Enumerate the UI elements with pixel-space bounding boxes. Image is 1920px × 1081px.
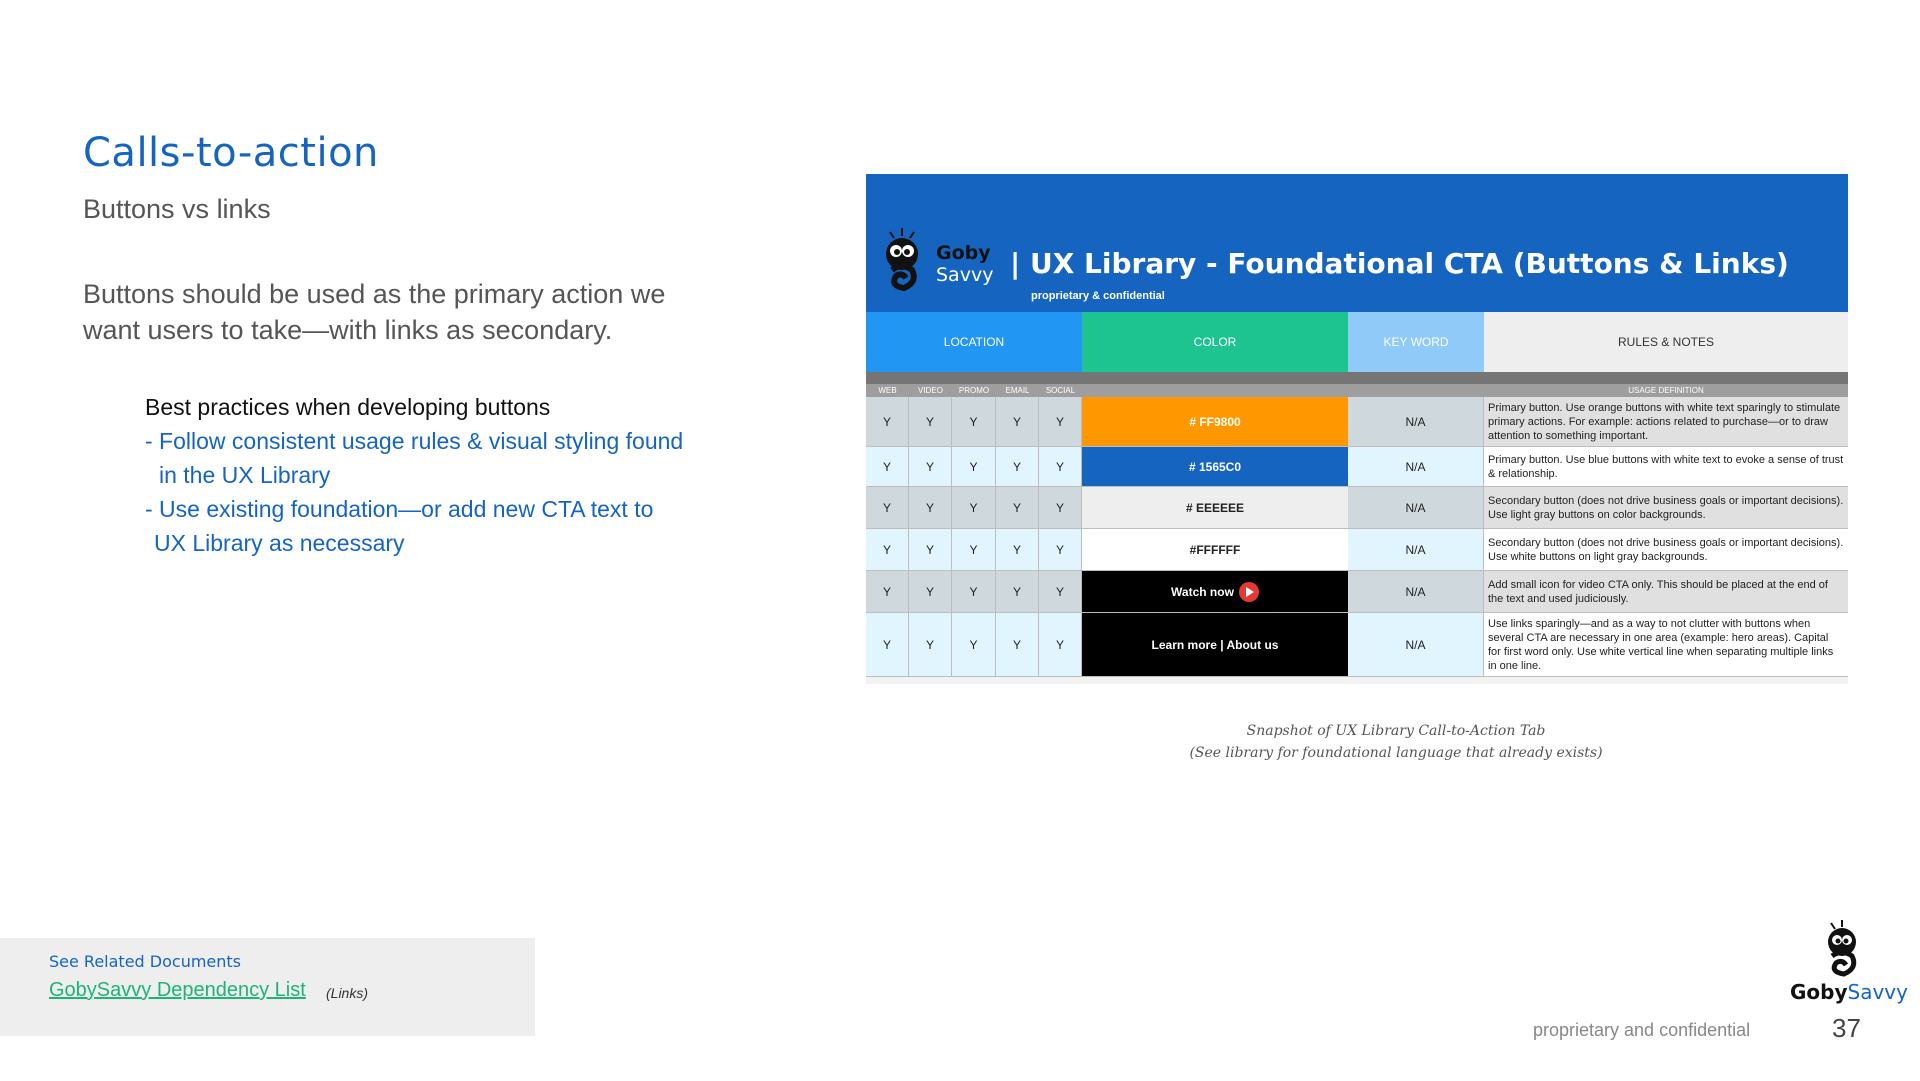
goby-mascot-icon xyxy=(874,226,930,296)
page-number: 37 xyxy=(1832,1013,1861,1043)
usage-rule-cell: Use links sparingly—and as a way to not clutter with buttons when several CTA are necessary in one area (example: hero areas). Capital for first word only. Use white vertical line when separating multiple links in one line. xyxy=(1484,613,1848,677)
location-cell-promo: Y xyxy=(952,613,996,677)
keyword-cell: N/A xyxy=(1348,571,1484,613)
subheader-promo: PROMO xyxy=(952,384,996,397)
color-swatch-cell xyxy=(1082,571,1348,613)
location-cell-email: Y xyxy=(996,571,1039,613)
location-cell-web: Y xyxy=(866,529,909,571)
related-link-note: (Links) xyxy=(326,985,369,1001)
ux-library-snapshot xyxy=(866,174,1848,684)
subheader-color-blank xyxy=(1082,384,1348,397)
location-cell-web: Y xyxy=(866,397,909,447)
location-cell-promo: Y xyxy=(952,529,996,571)
subheader-keyword-blank xyxy=(1348,384,1484,397)
dependency-list-link[interactable]: GobySavvy Dependency List xyxy=(49,979,306,1001)
footer-confidential: proprietary and confidential xyxy=(1533,1020,1751,1040)
header-color: COLOR xyxy=(1082,312,1348,372)
goby-mascot-icon xyxy=(1812,918,1872,980)
usage-rule-cell: Add small icon for video CTA only. This should be placed at the end of the text and used judiciously. xyxy=(1484,571,1848,613)
color-swatch-label: #FFFFFF xyxy=(1189,542,1241,557)
best-practice-item-line: UX Library as necessary xyxy=(154,530,405,556)
subheader-web: WEB xyxy=(866,384,909,397)
best-practice-item-line: in the UX Library xyxy=(159,462,331,488)
best-practice-item-line: - Use existing foundation—or add new CTA text to xyxy=(145,496,654,522)
footer-brand xyxy=(1790,980,1908,1004)
location-cell-web: Y xyxy=(866,487,909,529)
location-cell-video: Y xyxy=(909,487,952,529)
footer-brand-light: Savvy xyxy=(1847,980,1908,1004)
snapshot-caption xyxy=(1046,720,1746,764)
color-swatch-label: # 1565C0 xyxy=(1188,459,1242,474)
location-cell-social: Y xyxy=(1039,447,1082,487)
color-swatch-cell xyxy=(1082,529,1348,571)
lead-paragraph: Buttons should be used as the primary action we want users to take—with links as secondary. xyxy=(83,279,666,345)
snapshot-brand-bottom: Savvy xyxy=(936,264,994,286)
location-cell-video: Y xyxy=(909,529,952,571)
best-practices-heading: Best practices when developing buttons xyxy=(145,394,551,420)
subheader-social: SOCIAL xyxy=(1039,384,1082,397)
keyword-cell: N/A xyxy=(1348,529,1484,571)
location-cell-promo: Y xyxy=(952,571,996,613)
best-practice-item-line: - Follow consistent usage rules & visual styling found xyxy=(145,428,684,454)
location-cell-promo: Y xyxy=(952,447,996,487)
keyword-cell: N/A xyxy=(1348,397,1484,447)
color-swatch-cell xyxy=(1082,613,1348,677)
subheader-usage: USAGE DEFINITION xyxy=(1484,384,1848,397)
location-cell-social: Y xyxy=(1039,487,1082,529)
color-swatch-label: # FF9800 xyxy=(1189,414,1241,429)
header-location: LOCATION xyxy=(866,312,1082,372)
caption-line: (See library for foundational language that already exists) xyxy=(1189,745,1603,761)
location-cell-email: Y xyxy=(996,487,1039,529)
subheader-video: VIDEO xyxy=(909,384,952,397)
location-cell-video: Y xyxy=(909,447,952,487)
subheader-email: EMAIL xyxy=(996,384,1039,397)
keyword-cell: N/A xyxy=(1348,613,1484,677)
caption-line: Snapshot of UX Library Call-to-Action Tab xyxy=(1246,723,1546,739)
color-swatch-cell xyxy=(1082,447,1348,487)
header-rules: RULES & NOTES xyxy=(1484,312,1848,372)
usage-rule-cell: Primary button. Use orange buttons with white text sparingly to stimulate primary actions. For example: actions related to purchase—or to draw attention to something important. xyxy=(1484,397,1848,447)
color-swatch-label: Learn more | About us xyxy=(1151,637,1279,652)
location-cell-email: Y xyxy=(996,529,1039,571)
snapshot-title: | UX Library - Foundational CTA (Buttons & Links) xyxy=(1010,247,1789,280)
location-cell-email: Y xyxy=(996,613,1039,677)
header-divider xyxy=(866,372,1848,384)
usage-rule-cell: Secondary button (does not drive business goals or important decisions). Use white buttons on light gray backgrounds. xyxy=(1484,529,1848,571)
slide-subtitle: Buttons vs links xyxy=(83,194,271,224)
color-swatch-label: Watch now xyxy=(1171,584,1234,599)
related-documents xyxy=(0,938,535,1036)
related-documents-label: See Related Documents xyxy=(49,952,242,971)
keyword-cell: N/A xyxy=(1348,487,1484,529)
usage-rule-cell: Secondary button (does not drive business goals or important decisions). Use light gray buttons on color backgrounds. xyxy=(1484,487,1848,529)
footer-brand-bold: Goby xyxy=(1790,980,1848,1004)
snapshot-header xyxy=(866,174,1848,312)
color-swatch-label: # EEEEEE xyxy=(1185,500,1245,515)
snapshot-brand xyxy=(936,242,993,286)
location-cell-video: Y xyxy=(909,613,952,677)
best-practice-item xyxy=(145,424,725,492)
color-swatch-cell xyxy=(1082,397,1348,447)
slide-title: Calls-to-action xyxy=(83,130,379,176)
location-cell-social: Y xyxy=(1039,613,1082,677)
location-cell-social: Y xyxy=(1039,397,1082,447)
location-cell-web: Y xyxy=(866,571,909,613)
location-cell-email: Y xyxy=(996,397,1039,447)
keyword-cell: N/A xyxy=(1348,447,1484,487)
location-cell-promo: Y xyxy=(952,487,996,529)
header-keyword: KEY WORD xyxy=(1348,312,1484,372)
color-swatch-cell xyxy=(1082,487,1348,529)
best-practices xyxy=(145,390,725,560)
usage-rule-cell: Primary button. Use blue buttons with white text to evoke a sense of trust & relationship. xyxy=(1484,447,1848,487)
location-cell-promo: Y xyxy=(952,397,996,447)
location-cell-social: Y xyxy=(1039,571,1082,613)
play-icon xyxy=(1239,582,1259,602)
location-cell-video: Y xyxy=(909,571,952,613)
location-cell-email: Y xyxy=(996,447,1039,487)
location-cell-web: Y xyxy=(866,447,909,487)
best-practice-item xyxy=(145,492,725,560)
snapshot-confidential: proprietary & confidential xyxy=(1031,290,1165,302)
location-cell-web: Y xyxy=(866,613,909,677)
snapshot-brand-top: Goby xyxy=(936,242,991,264)
location-cell-video: Y xyxy=(909,397,952,447)
location-cell-social: Y xyxy=(1039,529,1082,571)
